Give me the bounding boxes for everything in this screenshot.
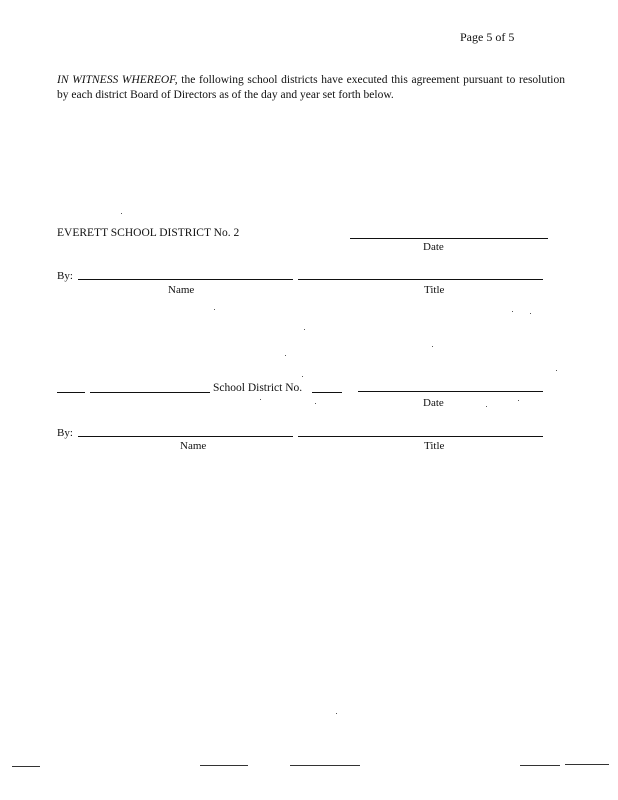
- district-blank-line-b[interactable]: [90, 392, 210, 393]
- name-label-1: Name: [168, 284, 195, 296]
- witness-paragraph: [57, 73, 565, 103]
- district-blank-line-a[interactable]: [57, 392, 85, 393]
- date-label-1: Date: [423, 241, 444, 253]
- witness-lead: IN WITNESS WHEREOF,: [57, 74, 178, 86]
- date-signature-line-2[interactable]: [358, 391, 543, 392]
- title-signature-line-2[interactable]: [298, 436, 543, 437]
- scan-speck: [336, 713, 337, 714]
- by-label-1: By:: [57, 270, 73, 282]
- by-label-2: By:: [57, 427, 73, 439]
- scan-artifact-line: [565, 764, 609, 765]
- scan-artifact-line: [520, 765, 560, 766]
- scan-artifact-line: [12, 766, 40, 767]
- scan-speck: [304, 329, 305, 330]
- scan-speck: [285, 355, 286, 356]
- name-signature-line-2[interactable]: [78, 436, 293, 437]
- title-label-1: Title: [424, 284, 445, 296]
- title-signature-line-1[interactable]: [298, 279, 543, 280]
- date-label-2: Date: [423, 397, 444, 409]
- scan-speck: [315, 403, 316, 404]
- scan-speck: [432, 346, 433, 347]
- scan-speck: [486, 406, 487, 407]
- scan-speck: [214, 309, 215, 310]
- district-name-everett: EVERETT SCHOOL DISTRICT No. 2: [57, 227, 240, 239]
- scan-artifact-line: [290, 765, 360, 766]
- scan-speck: [556, 370, 557, 371]
- scan-speck: [302, 376, 303, 377]
- district-name-suffix: School District No.: [213, 382, 303, 394]
- scan-speck: [121, 213, 122, 214]
- scan-speck: [512, 311, 513, 312]
- scan-artifact-line: [200, 765, 248, 766]
- district-number-line[interactable]: [312, 392, 342, 393]
- page-number: Page 5 of 5: [460, 30, 515, 44]
- scan-speck: [260, 399, 261, 400]
- name-signature-line-1[interactable]: [78, 279, 293, 280]
- scan-speck: [530, 313, 531, 314]
- witness-text: the following school districts have executed this agreement pursuant to resolution by each district Board of Directors as of the day and year set forth below.: [57, 74, 566, 101]
- scan-speck: [518, 400, 519, 401]
- title-label-2: Title: [424, 440, 445, 452]
- date-signature-line-1[interactable]: [350, 238, 548, 239]
- name-label-2: Name: [180, 440, 207, 452]
